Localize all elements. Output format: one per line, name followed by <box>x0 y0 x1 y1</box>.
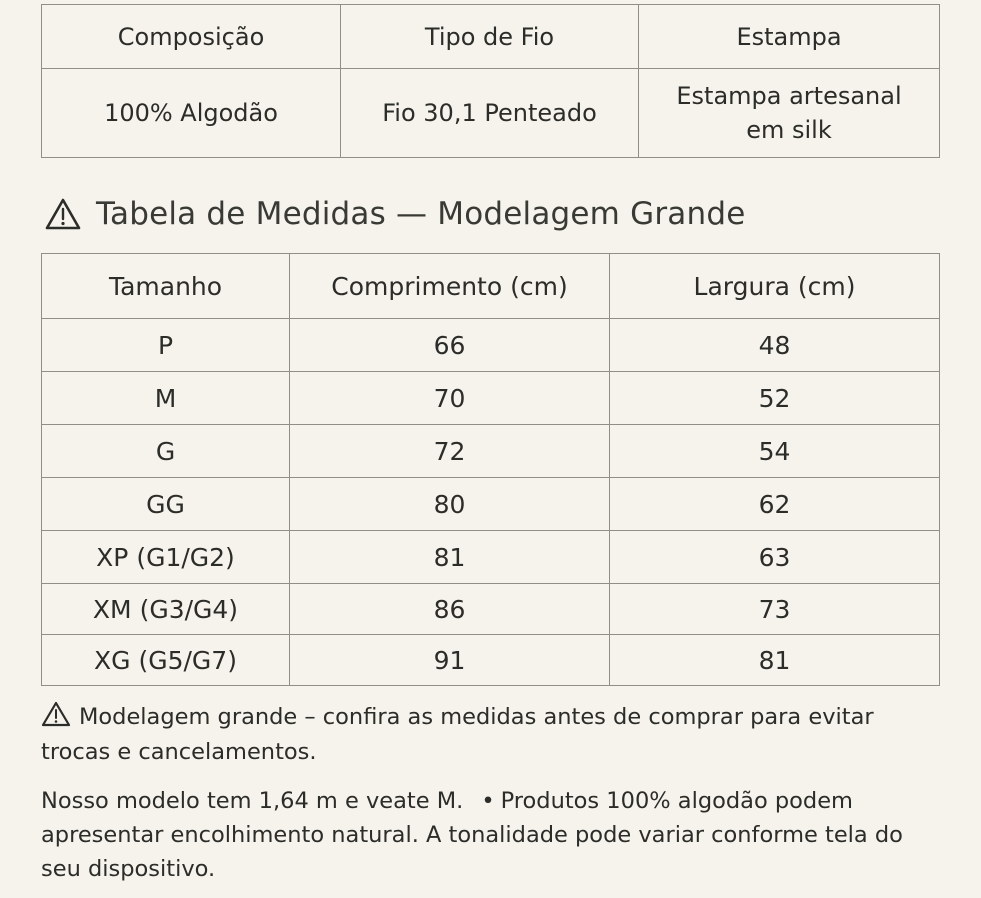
model-info-text: Nosso modelo tem 1,64 m e veate M. <box>41 788 464 814</box>
section-title-text: Tabela de Medidas — Modelagem Grande <box>96 196 746 232</box>
warning-note-text: Modelagem grande – confira as medidas antes de comprar para evitar trocas e cancelamentos. <box>41 704 874 765</box>
size-cell: GG <box>42 478 290 531</box>
length-cell: 81 <box>290 531 610 584</box>
cotton-info-text: Produtos 100% algodão podem apresentar encolhimento natural. A tonalidade pode variar conforme tela do seu dispositivo. <box>41 788 903 882</box>
spec-table <box>41 4 940 158</box>
table-row <box>42 425 940 478</box>
table-row <box>42 635 940 686</box>
warning-triangle-icon <box>44 197 82 231</box>
width-cell: 62 <box>610 478 940 531</box>
size-header-width: Largura (cm) <box>610 254 940 319</box>
length-cell: 86 <box>290 584 610 635</box>
table-row <box>42 372 940 425</box>
width-cell: 48 <box>610 319 940 372</box>
size-cell: M <box>42 372 290 425</box>
width-cell: 54 <box>610 425 940 478</box>
length-cell: 80 <box>290 478 610 531</box>
size-cell: XM (G3/G4) <box>42 584 290 635</box>
size-header-row <box>42 254 940 319</box>
length-cell: 66 <box>290 319 610 372</box>
spec-header-row <box>42 5 940 69</box>
warning-note <box>41 700 946 770</box>
size-table <box>41 253 940 686</box>
table-row <box>42 584 940 635</box>
spec-value-yarn: Fio 30,1 Penteado <box>341 69 639 158</box>
table-row <box>42 478 940 531</box>
length-cell: 72 <box>290 425 610 478</box>
table-row <box>42 319 940 372</box>
spec-header-print: Estampa <box>639 5 940 69</box>
spec-header-composition: Composição <box>42 5 341 69</box>
size-cell: XP (G1/G2) <box>42 531 290 584</box>
size-header-size: Tamanho <box>42 254 290 319</box>
length-cell: 91 <box>290 635 610 686</box>
section-title <box>44 192 746 236</box>
warning-triangle-icon <box>41 701 71 727</box>
size-cell: P <box>42 319 290 372</box>
bullet-separator: • <box>481 788 495 814</box>
width-cell: 63 <box>610 531 940 584</box>
width-cell: 73 <box>610 584 940 635</box>
product-info-note <box>41 784 946 886</box>
length-cell: 70 <box>290 372 610 425</box>
spec-value-row <box>42 69 940 158</box>
spec-header-yarn: Tipo de Fio <box>341 5 639 69</box>
spec-value-print <box>639 69 940 158</box>
width-cell: 52 <box>610 372 940 425</box>
size-cell: G <box>42 425 290 478</box>
size-header-length: Comprimento (cm) <box>290 254 610 319</box>
width-cell: 81 <box>610 635 940 686</box>
table-row <box>42 531 940 584</box>
size-cell: XG (G5/G7) <box>42 635 290 686</box>
spec-value-composition: 100% Algodão <box>42 69 341 158</box>
spec-value-print-text: Estampa artesanal em silk <box>676 82 902 144</box>
